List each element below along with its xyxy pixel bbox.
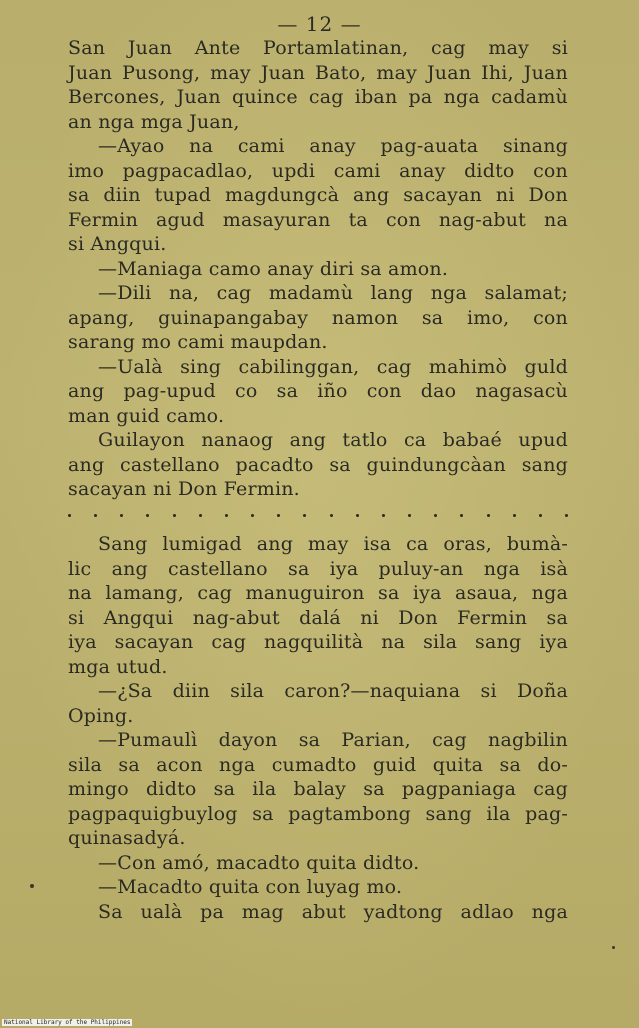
dot <box>303 514 306 517</box>
text-line: sila sa acon nga cumadto guid quita sa do- <box>68 753 568 776</box>
text-line: sa diin tupad magdungcà ang sacayan ni Don <box>68 184 568 206</box>
text-line: —Maniaga camo anay diri sa amon. <box>98 257 449 280</box>
library-watermark: National Library of the Philippines <box>4 1019 131 1026</box>
dot <box>539 514 542 517</box>
dot <box>382 514 385 517</box>
section-break-dots <box>68 504 568 529</box>
dot <box>434 514 437 517</box>
dot <box>251 514 254 517</box>
dot <box>120 514 123 517</box>
text-line: quinasadyá. <box>68 827 186 849</box>
text-line: Oping. <box>68 704 134 727</box>
text-line: lic ang castellano sa iya puluy-an nga isà <box>68 557 568 580</box>
text-line: —Ayao na cami anay pag-auata sinang <box>98 135 568 157</box>
dot <box>565 514 568 517</box>
text-line: sacayan ni Don Fermin. <box>68 478 300 500</box>
text-line: si Angqui nag-abut dalá ni Don Fermin sa <box>68 606 568 629</box>
dot <box>513 514 516 517</box>
text-line: Guilayon nanaog ang tatlo ca babaé upud <box>98 429 568 451</box>
text-line: imo pagpacadlao, updi cami anay didto con <box>68 159 568 182</box>
dot <box>146 514 149 517</box>
text-line: pagpaquigbuylog sa pagtambong sang ila pag- <box>68 802 568 825</box>
dot <box>356 514 359 517</box>
body-text <box>68 36 568 924</box>
text-line: an nga mga Juan, <box>68 110 240 133</box>
dot <box>199 514 202 517</box>
text-line: Juan Pusong, may Juan Bato, may Juan Ihi, Juan <box>68 61 568 84</box>
text-line: —Ualà sing cabilinggan, cag mahimò guld <box>98 355 568 378</box>
dot <box>225 514 228 517</box>
text-line: Sang lumigad ang may isa ca oras, bumà- <box>98 533 568 555</box>
text-line: —Macadto quita con luyag mo. <box>98 876 403 898</box>
text-line: mingo didto sa ila balay sa pagpaniaga cag <box>68 778 568 800</box>
text-line: Bercones, Juan quince cag iban pa nga cadamù <box>68 86 568 108</box>
page-number: — 12 — <box>277 12 362 36</box>
dot <box>94 514 97 517</box>
text-line: —¿Sa diin sila caron?—naquiana si Doña <box>98 680 568 702</box>
text-line: ang castellano pacadto sa guindungcàan sang <box>68 453 568 476</box>
paper-speck <box>30 884 34 888</box>
text-line: —Dili na, cag madamù lang nga salamat; <box>98 282 568 304</box>
text-line: Sa ualà pa mag abut yadtong adlao nga <box>98 900 568 923</box>
dot <box>408 514 411 517</box>
dot <box>487 514 490 517</box>
text-line: iya sacayan cag nagquilità na sila sang iya <box>68 631 568 653</box>
text-line: —Con amó, macadto quita didto. <box>98 851 420 874</box>
dot <box>173 514 176 517</box>
text-line: sarang mo cami maupdan. <box>68 331 328 353</box>
text-line: ang pag-upud co sa iño con dao nagasacù <box>68 380 568 402</box>
paper-speck <box>612 946 615 949</box>
text-line: San Juan Ante Portamlatinan, cag may si <box>68 37 568 59</box>
dot <box>68 514 71 517</box>
text-line: mga utud. <box>68 655 168 678</box>
text-line: si Angqui. <box>68 233 167 255</box>
text-line: Fermin agud masayuran ta con nag-abut na <box>68 208 568 231</box>
text-line: man guid camo. <box>68 404 225 427</box>
text-line: —Pumaulì dayon sa Parian, cag nagbilin <box>98 729 568 751</box>
dot <box>330 514 333 517</box>
dot <box>277 514 280 517</box>
text-line: apang, guinapangabay namon sa imo, con <box>68 306 568 329</box>
text-line: na lamang, cag manuguiron sa iya asaua, nga <box>68 582 568 604</box>
dot <box>460 514 463 517</box>
